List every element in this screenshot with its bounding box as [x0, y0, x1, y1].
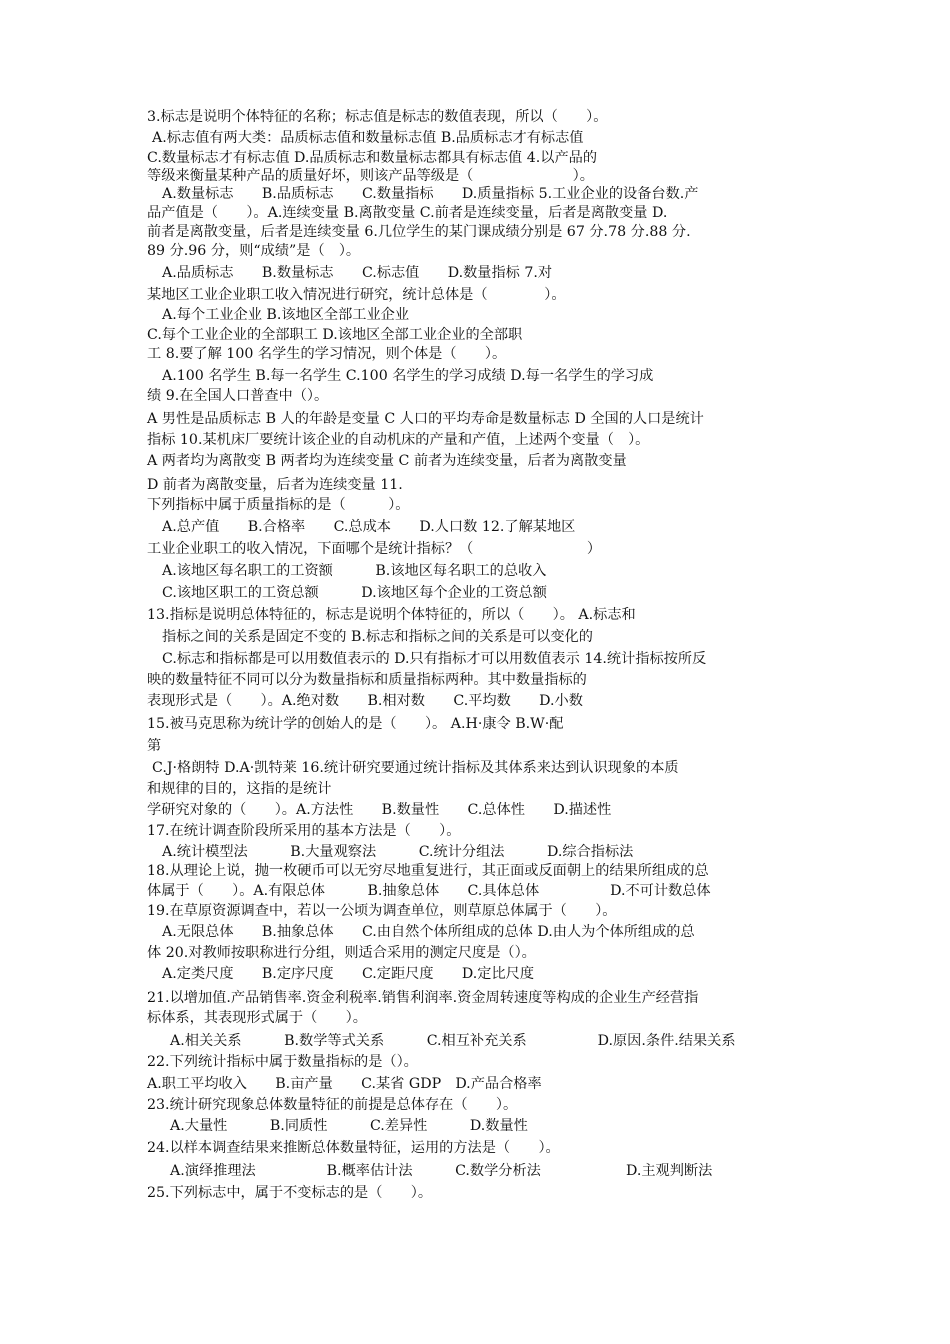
text-line: A.大量性 B.同质性 C.差异性 D.数量性	[170, 1118, 528, 1134]
text-line: C.每个工业企业的全部职工 D.该地区全部工业企业的全部职	[147, 327, 523, 343]
text-line: 前者是离散变量，后者是连续变量 6.几位学生的某门课成绩分别是 67 分.78 分.88 分.	[147, 224, 691, 240]
text-line: A 男性是品质标志 B 人的年龄是变量 C 人口的平均寿命是数量标志 D 全国的人口是统计	[147, 411, 704, 427]
text-line: C.该地区职工的工资总额 D.该地区每个企业的工资总额	[162, 585, 547, 601]
text-line: 标体系，其表现形式属于（ ）。	[147, 1010, 367, 1026]
text-line: 22.下列统计指标中属于数量指标的是（）。	[147, 1054, 418, 1070]
text-line: A.职工平均收入 B.亩产量 C.某省 GDP D.产品合格率	[147, 1076, 542, 1092]
text-line: 15.被马克思称为统计学的创始人的是（ ）。 A.H·康令 B.W·配	[147, 716, 564, 732]
text-line: A.标志值有两大类：品质标志值和数量标志值 B.品质标志才有标志值	[152, 130, 584, 146]
text-line: 18.从理论上说，抛一枚硬币可以无穷尽地重复进行，其正面或反面朝上的结果所组成的总	[147, 863, 709, 879]
text-line: C.数量标志才有标志值 D.品质标志和数量标志都具有标志值 4.以产品的	[147, 150, 598, 166]
text-line: 指标之间的关系是固定不变的 B.标志和指标之间的关系是可以变化的	[162, 629, 593, 645]
text-line: 3.标志是说明个体特征的名称；标志值是标志的数值表现，所以（ ）。	[147, 109, 608, 125]
text-line: A.定类尺度 B.定序尺度 C.定距尺度 D.定比尺度	[162, 966, 535, 982]
text-line: 学研究对象的（ ）。A.方法性 B.数量性 C.总体性 D.描述性	[147, 802, 612, 818]
text-line: 24.以样本调查结果来推断总体数量特征，运用的方法是（ ）。	[147, 1140, 560, 1156]
text-line: 下列指标中属于质量指标的是（ ）。	[147, 497, 410, 513]
text-line: A.相关关系 B.数学等式关系 C.相互补充关系 D.原因.条件.结果关系	[170, 1033, 736, 1049]
text-line: A.数量标志 B.品质标志 C.数量指标 D.质量指标 5.工业企业的设备台数.产	[162, 186, 699, 202]
text-line: 和规律的目的，这指的是统计	[147, 781, 332, 797]
text-line: A.无限总体 B.抽象总体 C.由自然个体所组成的总体 D.由人为个体所组成的总	[162, 924, 695, 940]
text-line: 某地区工业企业职工收入情况进行研究，统计总体是（ ）。	[147, 287, 566, 303]
text-line: 工业企业职工的收入情况，下面哪个是统计指标？（ ）	[147, 541, 602, 557]
text-line: C.标志和指标都是可以用数值表示的 D.只有指标才可以用数值表示 14.统计指标按所反	[162, 651, 707, 667]
text-line: 体属于（ ）。A.有限总体 B.抽象总体 C.具体总体 D.不可计数总体	[147, 883, 711, 899]
text-line: D 前者为离散变量，后者为连续变量 11.	[147, 477, 403, 493]
text-line: 13.指标是说明总体特征的，标志是说明个体特征的，所以（ ）。 A.标志和	[147, 607, 636, 623]
text-line: 21.以增加值.产品销售率.资金利税率.销售利润率.资金周转速度等构成的企业生产经营指	[147, 990, 699, 1006]
text-line: 工 8.要了解 100 名学生的学习情况，则个体是（ ）。	[147, 346, 507, 362]
text-line: A.100 名学生 B.每一名学生 C.100 名学生的学习成绩 D.每一名学生的学习成	[162, 368, 654, 384]
text-line: A 两者均为离散变 B 两者均为连续变量 C 前者为连续变量，后者为离散变量	[147, 453, 627, 469]
text-line: A.该地区每名职工的工资额 B.该地区每名职工的总收入	[162, 563, 547, 579]
text-line: A.每个工业企业 B.该地区全部工业企业	[162, 307, 410, 323]
text-line: A.品质标志 B.数量标志 C.标志值 D.数量指标 7.对	[162, 265, 553, 281]
text-line: 19.在草原资源调查中，若以一公顷为调查单位，则草原总体属于（ ）。	[147, 903, 617, 919]
text-line: A.总产值 B.合格率 C.总成本 D.人口数 12.了解某地区	[162, 519, 576, 535]
text-line: 第	[147, 738, 162, 754]
text-line: 23.统计研究现象总体数量特征的前提是总体存在（ ）。	[147, 1097, 518, 1113]
text-line: A.统计模型法 B.大量观察法 C.统计分组法 D.综合指标法	[162, 844, 634, 860]
text-line: 映的数量特征不同可以分为数量指标和质量指标两种。其中数量指标的	[147, 672, 587, 688]
text-line: 体 20.对教师按职称进行分组，则适合采用的测定尺度是（）。	[147, 945, 536, 961]
text-line: A.演绎推理法 B.概率估计法 C.数学分析法 D.主观判断法	[170, 1163, 713, 1179]
text-line: 等级来衡量某种产品的质量好坏，则该产品等级是（ ）。	[147, 168, 594, 184]
text-line: 25.下列标志中，属于不变标志的是（ ）。	[147, 1185, 433, 1201]
text-line: 指标 10.某机床厂要统计该企业的自动机床的产量和产值，上述两个变量（ ）。	[147, 432, 650, 448]
text-line: 17.在统计调查阶段所采用的基本方法是（ ）。	[147, 823, 461, 839]
text-line: 89 分.96 分，则“成绩”是（ ）。	[147, 243, 361, 259]
text-line: 绩 9.在全国人口普查中（）。	[147, 388, 329, 404]
text-line: C.J·格朗特 D.A·凯特莱 16.统计研究要通过统计指标及其体系来达到认识现象的本质	[152, 760, 679, 776]
text-line: 品产值是（ ）。A.连续变量 B.离散变量 C.前者是连续变量，后者是离散变量 D.	[147, 205, 668, 221]
text-line: 表现形式是（ ）。A.绝对数 B.相对数 C.平均数 D.小数	[147, 693, 583, 709]
